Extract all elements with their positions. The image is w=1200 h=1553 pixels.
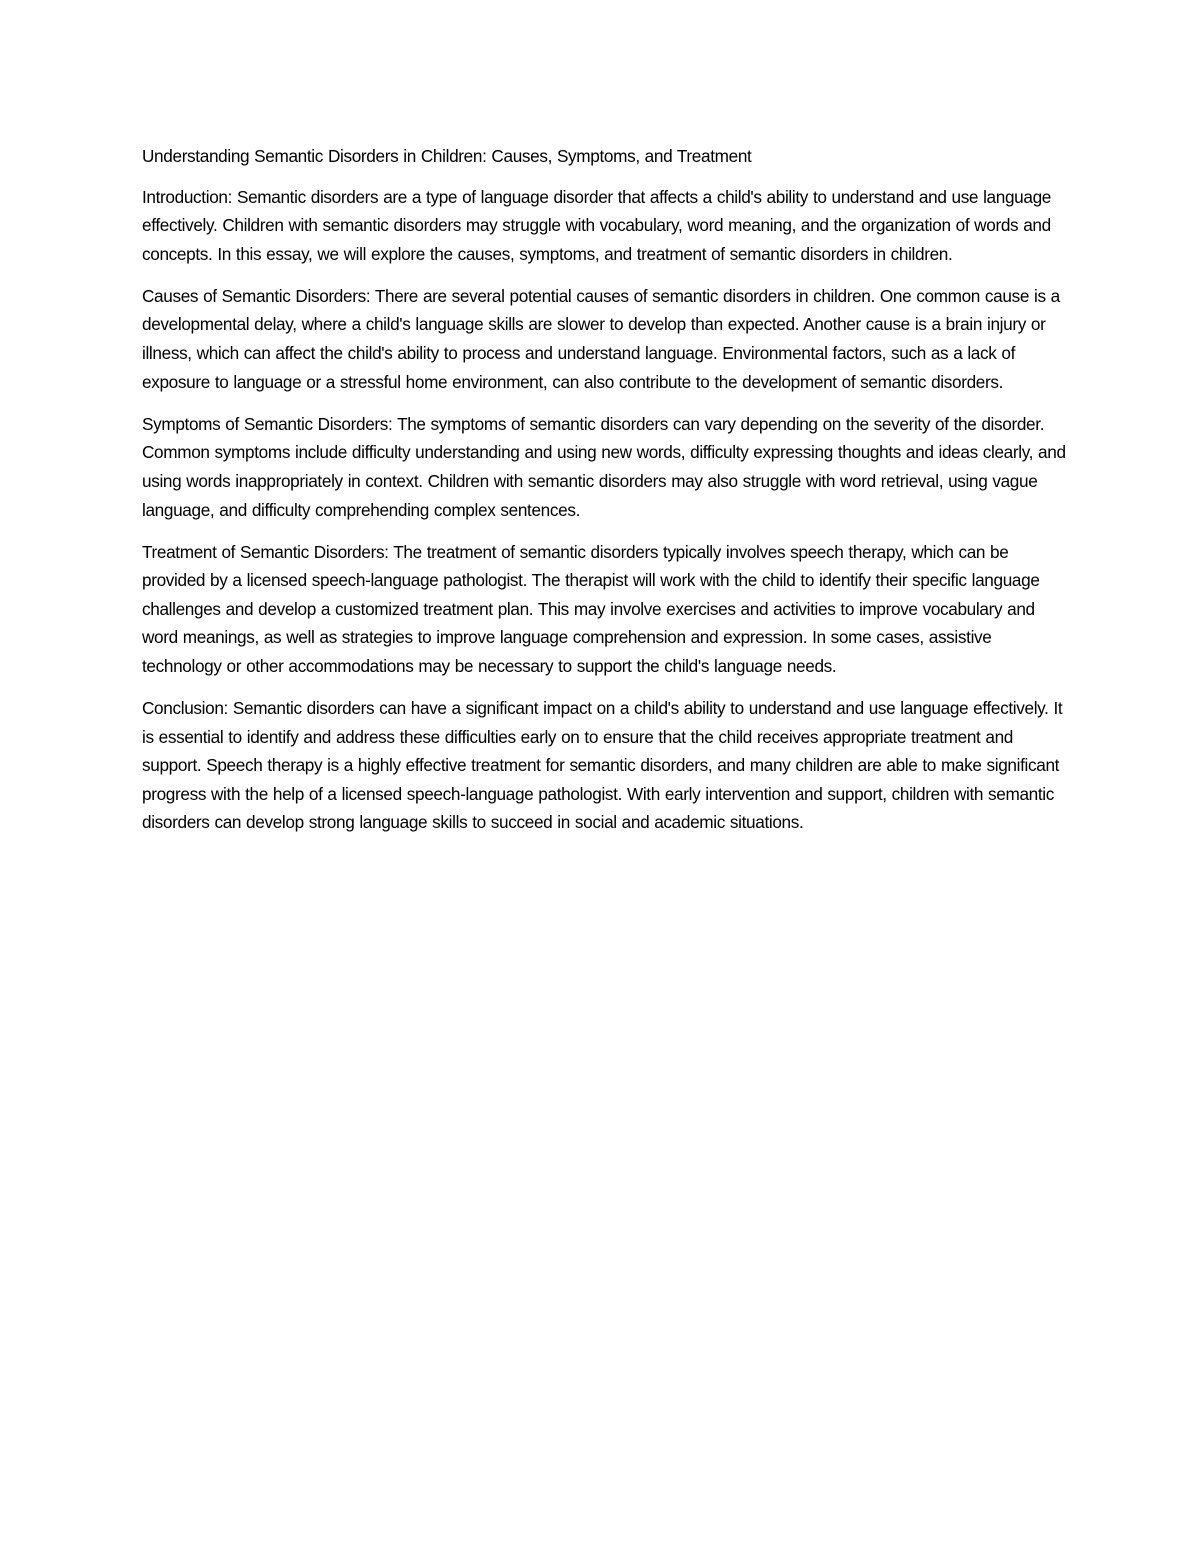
paragraph-introduction: Introduction: Semantic disorders are a type of language disorder that affects a child's ability to understand and use language effectively. Children with semantic disorders may struggle with vocabulary, word meaning, and the organization of words and concepts. In this essay, we will explore the causes, symptoms, and treatment of semantic disorders in children. [142, 186, 1051, 264]
paragraph-treatment: Treatment of Semantic Disorders: The treatment of semantic disorders typically involves speech therapy, which can be provided by a licensed speech-language pathologist. The therapist will work with the child to identify their specific language challenges and develop a customized treatment plan. This may involve exercises and activities to improve vocabulary and word meanings, as well as strategies to improve language comprehension and expression. In some cases, assistive technology or other accommodations may be necessary to support the child's language needs. [142, 541, 1040, 676]
document-body [142, 142, 1072, 851]
paragraph-causes: Causes of Semantic Disorders: There are several potential causes of semantic disorders in children. One common cause is a developmental delay, where a child's language skills are slower to develop than expected. Another cause is a brain injury or illness, which can affect the child's ability to process and understand language. Environmental factors, such as a lack of exposure to language or a stressful home environment, can also contribute to the development of semantic disorders. [142, 285, 1060, 392]
document-title: Understanding Semantic Disorders in Children: Causes, Symptoms, and Treatment [142, 146, 752, 166]
paragraph-symptoms: Symptoms of Semantic Disorders: The symptoms of semantic disorders can vary depending on the severity of the disorder. Common symptoms include difficulty understanding and using new words, difficulty expressing thoughts and ideas clearly, and using words inappropriately in context. Children with semantic disorders may also struggle with word retrieval, using vague language, and difficulty comprehending complex sentences. [142, 413, 1066, 520]
paragraph-conclusion: Conclusion: Semantic disorders can have a significant impact on a child's ability to understand and use language effectively. It is essential to identify and address these difficulties early on to ensure that the child receives appropriate treatment and support. Speech therapy is a highly effective treatment for semantic disorders, and many children are able to make significant progress with the help of a licensed speech-language pathologist. With early intervention and support, children with semantic disorders can develop strong language skills to succeed in social and academic situations. [142, 698, 1063, 833]
